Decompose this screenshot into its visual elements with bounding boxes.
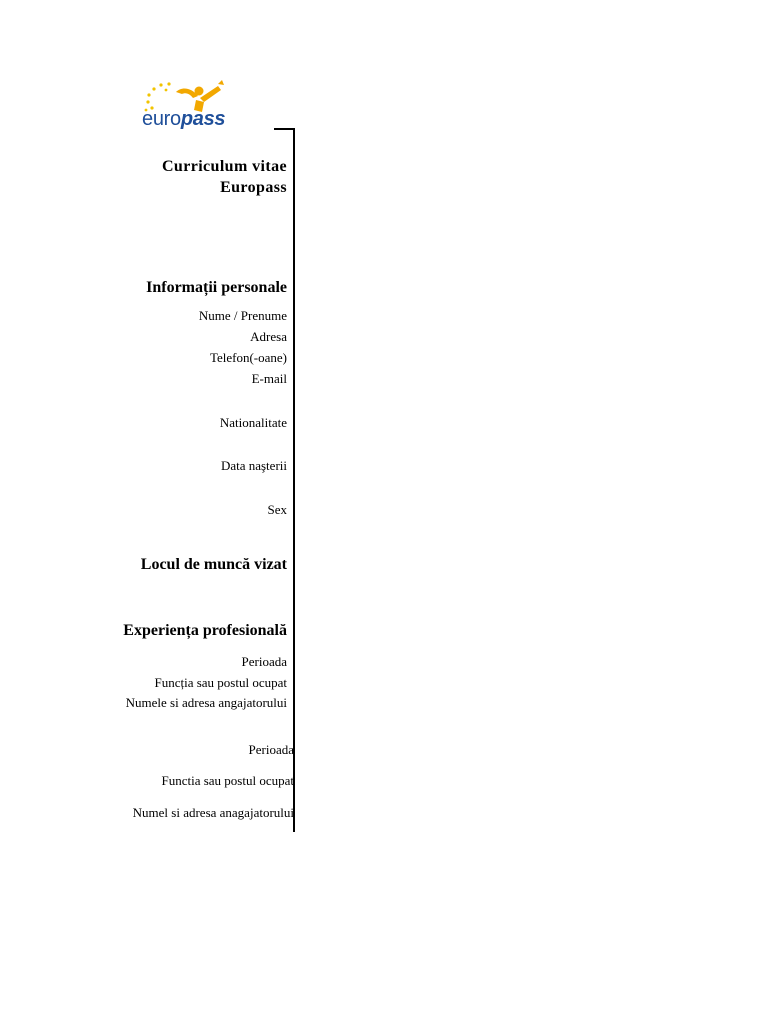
logo-prefix: euro bbox=[142, 108, 181, 130]
cv-title-line2: Europass bbox=[220, 179, 287, 196]
position-label: Funcția sau postul ocupat bbox=[154, 675, 287, 690]
cv-title-line1: Curriculum vitae bbox=[161, 158, 287, 175]
logo-suffix: pass bbox=[180, 108, 226, 130]
position-label-2: Functia sau postul ocupat bbox=[161, 773, 294, 788]
column-divider bbox=[293, 128, 295, 832]
experience-heading: Experiența profesională bbox=[123, 622, 287, 639]
phone-label: Telefon(-oane) bbox=[209, 350, 287, 365]
europass-logo bbox=[138, 78, 260, 140]
period-label: Perioada bbox=[241, 654, 287, 669]
nationality-label: Nationalitate bbox=[219, 415, 287, 430]
logo-wordmark bbox=[142, 108, 225, 131]
address-label: Adresa bbox=[250, 329, 287, 344]
name-label: Nume / Prenume bbox=[198, 308, 287, 323]
period-label-2: Perioada bbox=[248, 742, 294, 757]
birthdate-label: Data naşterii bbox=[220, 458, 287, 473]
personal-info-heading: Informații personale bbox=[146, 279, 287, 296]
sex-label: Sex bbox=[267, 502, 287, 517]
email-label: E-mail bbox=[251, 371, 287, 386]
employer-label-2: Numel si adresa anagajatorului bbox=[132, 805, 294, 820]
employer-label: Numele si adresa angajatorului bbox=[125, 695, 287, 710]
header-rule bbox=[274, 128, 295, 130]
job-applied-heading: Locul de muncă vizat bbox=[140, 556, 287, 573]
